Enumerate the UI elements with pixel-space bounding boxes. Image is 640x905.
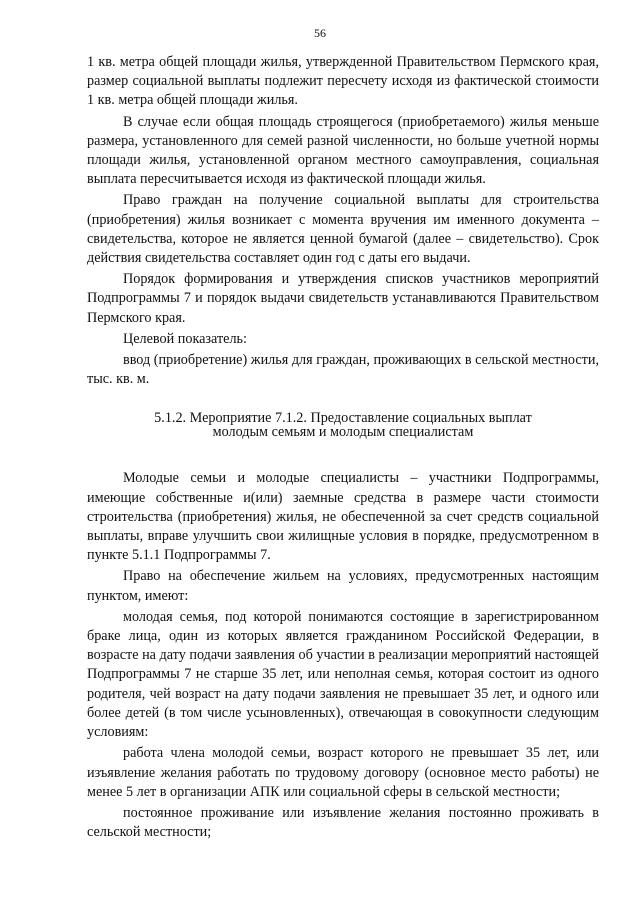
paragraph: В случае если общая площадь строящегося (приобретаемого) жилья меньше размера, установленного для семей разной численности, но больше учетной нормы площади жилья, установленной органом местного самоуправления, социальная выплата пересчитывается исходя из фактической площади жилья.	[87, 113, 599, 188]
paragraph: 1 кв. метра общей площади жилья, утвержденной Правительством Пермского края, размер социальной выплаты подлежит пересчету исходя из фактической стоимости 1 кв. метра общей площади жилья.	[87, 54, 599, 109]
paragraph: молодая семья, под которой понимаются состоящие в зарегистрированном браке лица, один из которых является гражданином Российской Федерации, в возрасте на дату подачи заявления об участии в реализации мероприятий настоящей Подпрограммы 7 не старше 35 лет, или неполная семья, которая состоит из одного родителя, чей возраст на дату подачи заявления не превышает 35 лет, и одного или более детей (в том числе усыновленных), отвечающая в совокупности следующим условиям:	[87, 608, 599, 741]
section-heading	[87, 411, 599, 439]
paragraph: Порядок формирования и утверждения списков участников мероприятий Подпрограммы 7 и порядок выдачи свидетельств устанавливаются Правительством Пермского края.	[87, 271, 599, 326]
paragraph: Целевой показатель:	[123, 330, 247, 347]
page-number: 56	[314, 26, 326, 40]
section-heading-line: 5.1.2. Мероприятие 7.1.2. Предоставление социальных выплат	[154, 410, 532, 427]
paragraph: работа члена молодой семьи, возраст которого не превышает 35 лет, или изъявление желания работать по трудовому договору (основное место работы) не менее 5 лет в организации АПК или социальной сферы в сельской местности;	[87, 745, 599, 800]
paragraph: Молодые семьи и молодые специалисты – участники Подпрограммы, имеющие собственные и(или) заемные средства в размере части стоимости строительства (приобретения) жилья, не обеспеченной за счет средств социальной выплаты, вправе улучшить свои жилищные условия в порядке, предусмотренном в пункте 5.1.1 Подпрограммы 7.	[87, 470, 599, 564]
paragraph: постоянное проживание или изъявление желания постоянно проживать в сельской местности;	[87, 804, 599, 841]
paragraph: Право на обеспечение жильем на условиях, предусмотренных настоящим пунктом, имеют:	[87, 568, 599, 604]
section-heading-line: молодым семьям и молодым специалистам	[212, 424, 474, 441]
paragraph: ввод (приобретение) жилья для граждан, проживающих в сельской местности, тыс. кв. м.	[87, 352, 599, 388]
document-body	[87, 53, 599, 842]
paragraph: Право граждан на получение социальной выплаты для строительства (приобретения) жилья возникает с момента вручения им именного документа – свидетельства, которое не является ценной бумагой (далее – свидетельство). Срок действия свидетельства составляет один год с даты его выдачи.	[87, 192, 599, 267]
